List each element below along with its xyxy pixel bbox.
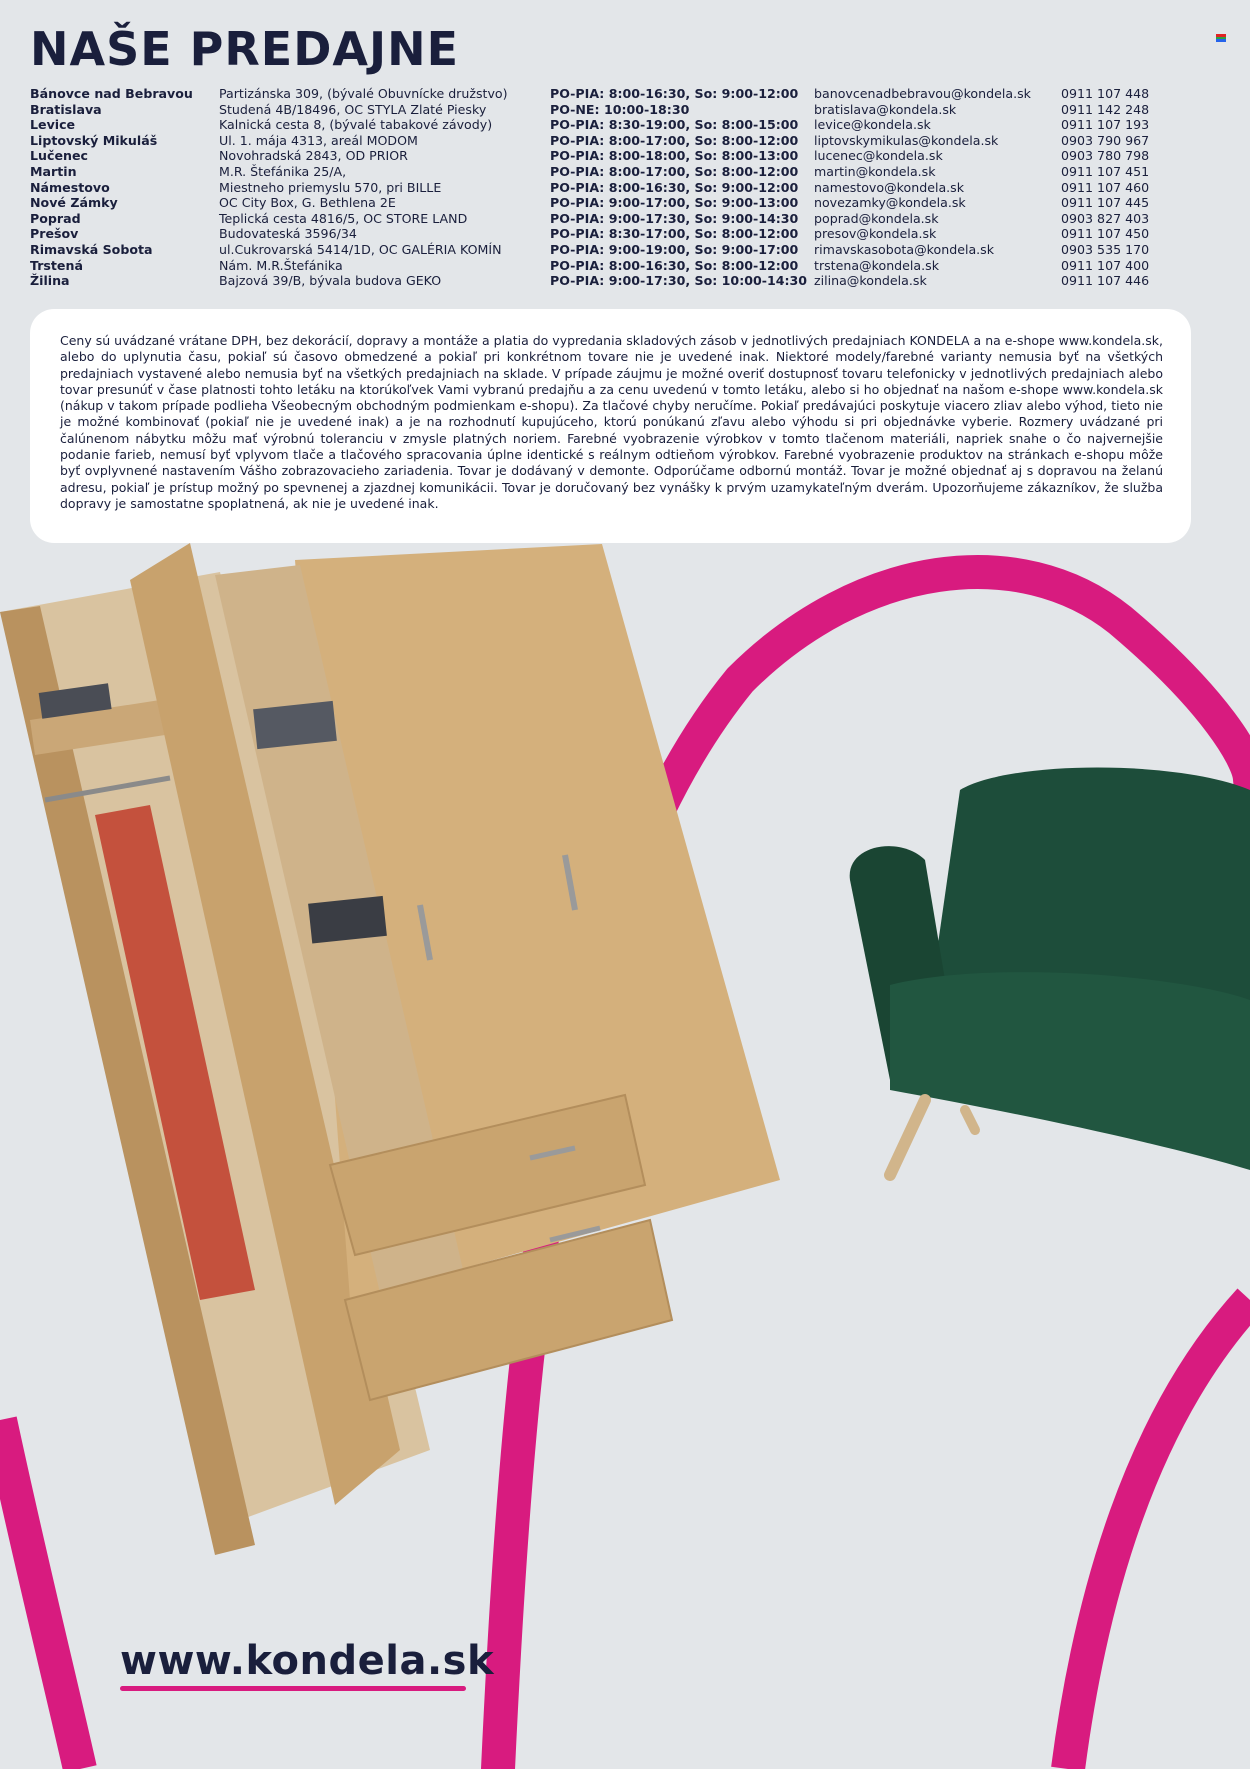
store-city: Bánovce nad Bebravou — [30, 86, 193, 101]
folded-clothes — [308, 896, 387, 944]
store-phone[interactable]: 0911 107 451 — [1061, 163, 1150, 179]
store-email[interactable]: banovcenadbebravou@kondela.sk — [814, 86, 1031, 101]
store-hours: PO-PIA: 8:00-16:30, So: 8:00-12:00 — [550, 257, 799, 273]
store-address: M.R. Štefánika 25/A, — [219, 163, 347, 179]
store-email[interactable]: lucenec@kondela.sk — [814, 148, 943, 164]
store-hours: PO-PIA: 8:00-16:30, So: 9:00-12:00 — [550, 86, 799, 101]
store-city: Liptovský Mikuláš — [30, 132, 158, 148]
store-address: Studená 4B/18496, OC STYLA Zlaté Piesky — [219, 101, 487, 117]
store-hours: PO-PIA: 8:30-19:00, So: 8:00-15:00 — [550, 117, 799, 133]
store-hours: PO-PIA: 8:30-17:00, So: 8:00-12:00 — [550, 226, 799, 242]
store-address: Budovateská 3596/34 — [219, 226, 357, 242]
store-city: Trstená — [30, 257, 83, 273]
store-phone[interactable]: 0903 535 170 — [1061, 241, 1150, 257]
store-city: Prešov — [30, 226, 79, 242]
store-phone[interactable]: 0911 107 448 — [1061, 86, 1150, 101]
store-email[interactable]: novezamky@kondela.sk — [814, 195, 966, 211]
store-hours: PO-PIA: 8:00-18:00, So: 8:00-13:00 — [550, 148, 799, 164]
store-phone[interactable]: 0911 142 248 — [1061, 101, 1150, 117]
store-email[interactable]: martin@kondela.sk — [814, 163, 936, 179]
sofa-backrest — [930, 768, 1250, 1001]
folded-clothes — [253, 701, 337, 749]
store-city: Martin — [30, 163, 77, 179]
store-phone[interactable]: 0903 790 967 — [1061, 132, 1150, 148]
store-email[interactable]: levice@kondela.sk — [814, 117, 931, 133]
page-title: NAŠE PREDAJNE — [30, 22, 460, 76]
store-hours: PO-PIA: 9:00-19:00, So: 9:00-17:00 — [550, 241, 799, 257]
sofa-seat — [890, 972, 1250, 1170]
footer-underline — [120, 1686, 466, 1691]
store-email[interactable]: bratislava@kondela.sk — [814, 101, 957, 117]
store-email[interactable]: rimavskasobota@kondela.sk — [814, 241, 995, 257]
store-phone[interactable]: 0911 107 446 — [1061, 273, 1150, 289]
store-phone[interactable]: 0911 107 450 — [1061, 226, 1150, 242]
store-city: Nové Zámky — [30, 195, 118, 211]
store-phone[interactable]: 0903 827 403 — [1061, 210, 1150, 226]
disclaimer-text: Ceny sú uvádzané vrátane DPH, bez dekorácií, dopravy a montáže a platia do vypredania skladových zásob v jednotlivých predajniach KONDELA a na e-shope www.kondela.sk, alebo do uplynutia času, pokiaľ sú časovo obmedzené a pokiaľ pri konkrétnom tovare nie je uvedené inak. Niektoré modely/farebné varianty nemusia byť na všetkých predajniach vystavené alebo nemusia byť na všetkých predajniach na sklade. V prípade záujmu je možné overiť dostupnosť tovaru telefonicky v jednotlivých predajniach alebo tovar presunúť v čase platnosti tohto letáku na ktorúkoľvek Vami vybranú predajňu a za cenu uvedenú v tomto letáku, alebo si ho objednať na našom e-shope www.kondela.sk (nákup v takom prípade podlieha Všeobecným obchodným podmienkam e-shopu). Za tlačové chyby neručíme. Pokiaľ predávajúci poskytuje viacero zliav alebo výhod, tieto nie je možné kombinovať (pokiaľ nie je uvedené inak) a je na rozhodnutí kupujúceho, ktorú ponúkanú zľavu alebo výhodu si pri objednávke vyberie. Rozmery uvádzané pri čalúnenom nábytku môžu mať výrobnú toleranciu v zmysle platných noriem. Farebné vyobrazenie výrobkov v tomto tlačenom materiáli, napriek snahe o čo najvernejšie podanie farieb, nemusí byť vplyvom tlače a tlačového spracovania úplne identické s reálnym odtieňom výrobkov. Farebné vyobrazenie produktov na stránkach e-shopu môže byť ovplyvnené nastavením Vášho zobrazovacieho zariadenia. Tovar je dodávaný v demonte. Odporúčame odbornú montáž. Tovar je možné objednať aj s dopravou na želanú adresu, pokiaľ je prístup možný po spevnenej a zjazdnej komunikácii. Tovar je doručovaný bez vynášky k prvým uzamykateľným dverám. Upozorňujeme zákazníkov, že služba dopravy je samostatne spoplatnená, ak nie je uvedené inak. — [60, 333, 1163, 511]
store-email[interactable]: namestovo@kondela.sk — [814, 179, 965, 195]
store-phone[interactable]: 0911 107 460 — [1061, 179, 1150, 195]
store-hours: PO-PIA: 8:00-17:00, So: 8:00-12:00 — [550, 163, 799, 179]
store-city: Lučenec — [30, 148, 88, 164]
store-email[interactable]: liptovskymikulas@kondela.sk — [814, 132, 999, 148]
store-city: Žilina — [30, 273, 70, 289]
store-phone[interactable]: 0911 107 400 — [1061, 257, 1150, 273]
store-address: Kalnická cesta 8, (bývalé tabakové závody) — [219, 117, 493, 133]
sofa-leg — [965, 1110, 975, 1130]
store-phone[interactable]: 0911 107 193 — [1061, 117, 1150, 133]
store-email[interactable]: presov@kondela.sk — [814, 226, 937, 242]
store-address: Bajzová 39/B, bývala budova GEKO — [219, 273, 442, 289]
sofa-leg — [890, 1100, 925, 1175]
store-city: Poprad — [30, 210, 81, 226]
wardrobe-image — [0, 543, 780, 1555]
sofa-image — [850, 768, 1250, 1176]
store-address: OC City Box, G. Bethlena 2E — [219, 195, 396, 211]
store-city: Námestovo — [30, 179, 110, 195]
store-address: Novohradská 2843, OD PRIOR — [219, 148, 408, 164]
store-email[interactable]: poprad@kondela.sk — [814, 210, 939, 226]
store-phone[interactable]: 0903 780 798 — [1061, 148, 1150, 164]
store-address: Teplická cesta 4816/5, OC STORE LAND — [219, 210, 468, 226]
store-city: Bratislava — [30, 101, 102, 117]
store-hours: PO-PIA: 8:00-16:30, So: 9:00-12:00 — [550, 179, 799, 195]
store-city: Levice — [30, 117, 76, 133]
store-email[interactable]: zilina@kondela.sk — [814, 273, 927, 289]
store-phone[interactable]: 0911 107 445 — [1061, 195, 1150, 211]
footer-website-link[interactable]: www.kondela.sk — [120, 1638, 495, 1684]
store-city: Rimavská Sobota — [30, 241, 153, 257]
store-address: Nám. M.R.Štefánika — [219, 257, 343, 273]
store-address: Partizánska 309, (bývalé Obuvnícke družstvo) — [219, 86, 508, 101]
store-address: ul.Cukrovarská 5414/1D, OC GALÉRIA KOMÍN — [219, 241, 502, 257]
store-address: Ul. 1. mája 4313, areál MODOM — [219, 132, 418, 148]
store-hours: PO-PIA: 8:00-17:00, So: 8:00-12:00 — [550, 132, 799, 148]
store-address: Miestneho priemyslu 570, pri BILLE — [219, 179, 442, 195]
store-hours: PO-PIA: 9:00-17:30, So: 10:00-14:30 — [550, 273, 808, 289]
store-email[interactable]: trstena@kondela.sk — [814, 257, 940, 273]
store-hours: PO-NE: 10:00-18:30 — [550, 101, 690, 117]
store-hours: PO-PIA: 9:00-17:00, So: 9:00-13:00 — [550, 195, 799, 211]
store-hours: PO-PIA: 9:00-17:30, So: 9:00-14:30 — [550, 210, 799, 226]
